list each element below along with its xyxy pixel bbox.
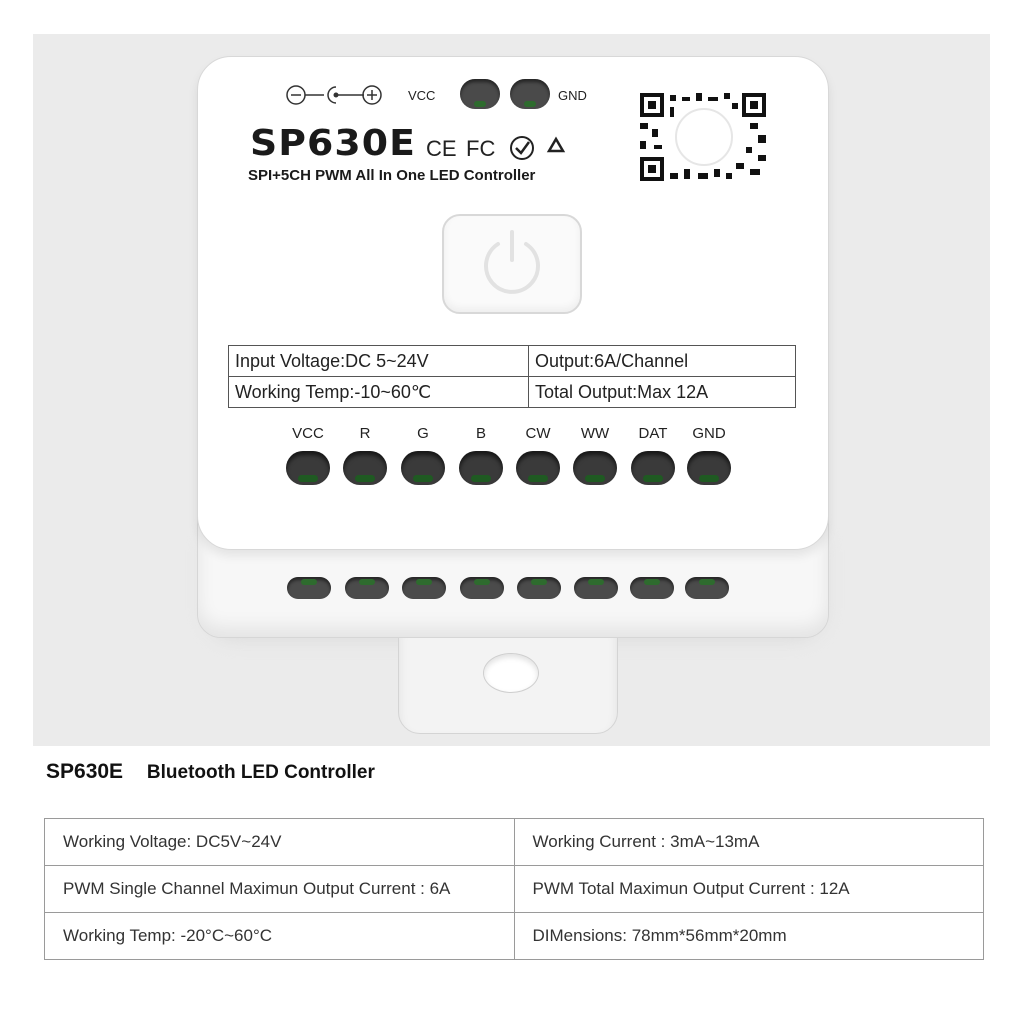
table-cell: Working Current : 3mA~13mA — [514, 819, 984, 866]
product-heading — [46, 760, 375, 784]
top-vcc-label: VCC — [408, 88, 436, 103]
pin-label-ww: WW — [580, 425, 610, 442]
side-port — [287, 577, 331, 599]
pin-label-r: R — [359, 425, 371, 442]
recycle-icon — [549, 139, 563, 151]
table-cell: PWM Total Maximun Output Current : 12A — [514, 866, 984, 913]
specification-table — [44, 818, 984, 960]
table-cell: DIMensions: 78mm*56mm*20mm — [514, 913, 984, 960]
table-cell: Working Temp: -20°C~60°C — [45, 913, 515, 960]
terminal-port-ww — [573, 451, 617, 485]
mounting-hole — [483, 653, 539, 693]
terminal-port-b — [459, 451, 503, 485]
pin-label-gnd: GND — [692, 425, 726, 442]
side-port — [517, 577, 561, 599]
terminal-port-r — [343, 451, 387, 485]
side-port — [685, 577, 729, 599]
pin-label-g: G — [417, 425, 429, 442]
pin-label-cw: CW — [525, 425, 551, 442]
power-button[interactable] — [442, 214, 582, 314]
top-gnd-terminal — [510, 79, 550, 109]
heading-description: Bluetooth LED Controller — [146, 762, 375, 783]
device-spec-table — [228, 345, 796, 408]
side-port — [460, 577, 504, 599]
top-vcc-terminal — [460, 79, 500, 109]
terminal-port-cw — [516, 451, 560, 485]
spec-output: Output:6A/Channel — [529, 346, 796, 377]
spec-input-voltage: Input Voltage:DC 5~24V — [229, 346, 529, 377]
model-name: SP630E — [250, 123, 416, 164]
terminal-port-gnd — [687, 451, 731, 485]
terminal-port-dat — [631, 451, 675, 485]
table-cell: Working Voltage: DC5V~24V — [45, 819, 515, 866]
pin-label-dat: DAT — [638, 425, 668, 442]
side-port — [345, 577, 389, 599]
device-face — [197, 56, 829, 550]
certification-icons — [426, 133, 586, 163]
table-row — [45, 866, 984, 913]
table-row — [45, 913, 984, 960]
power-icon — [474, 224, 550, 300]
product-subtitle: SPI+5CH PWM All In One LED Controller — [248, 167, 536, 184]
table-cell: PWM Single Channel Maximun Output Current : 6A — [45, 866, 515, 913]
top-gnd-label: GND — [558, 88, 587, 103]
pin-label-vcc: VCC — [292, 425, 324, 442]
table-row — [45, 819, 984, 866]
pin-label-b: B — [475, 425, 486, 442]
spec-working-temp: Working Temp:-10~60℃ — [229, 377, 529, 408]
side-port — [630, 577, 674, 599]
mounting-tab — [398, 622, 618, 734]
terminal-port-vcc — [286, 451, 330, 485]
spec-total-output: Total Output:Max 12A — [529, 377, 796, 408]
terminal-port-g — [401, 451, 445, 485]
qr-code-icon — [640, 93, 766, 181]
heading-model: SP630E — [46, 760, 124, 783]
side-port — [574, 577, 618, 599]
ce-mark-icon: CE — [426, 136, 457, 161]
fcc-mark-icon: FC — [466, 136, 496, 161]
dc-polarity-icon — [284, 83, 384, 107]
side-port — [402, 577, 446, 599]
rohs-mark-icon — [511, 137, 533, 159]
